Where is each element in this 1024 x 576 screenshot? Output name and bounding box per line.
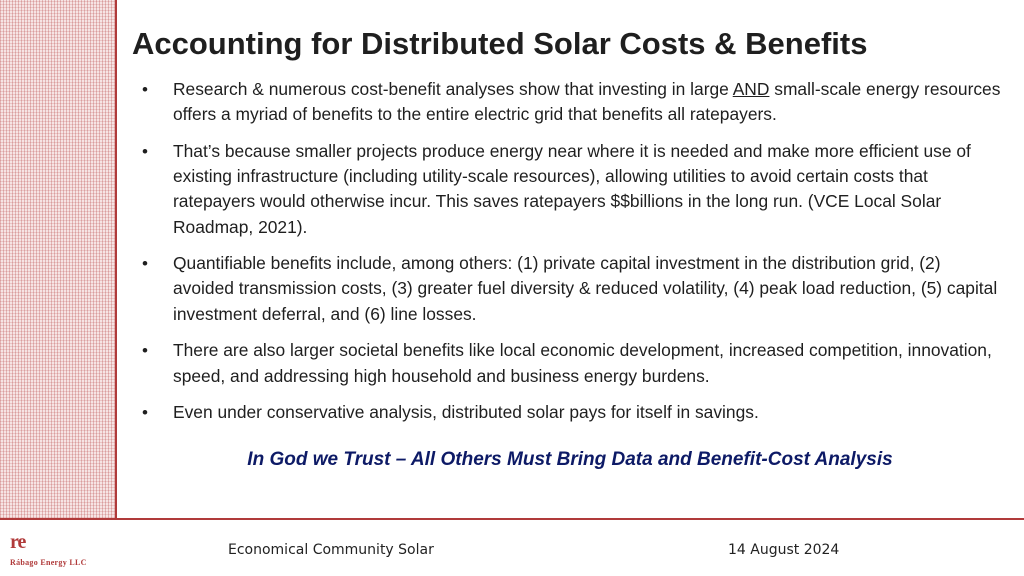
bullet-text xyxy=(173,79,1000,124)
bullet-text-start: Research & numerous cost-benefit analyses show that investing in large xyxy=(173,79,733,99)
bullet-marker: • xyxy=(142,403,148,423)
bullet-marker: • xyxy=(142,141,148,161)
bullet-item xyxy=(142,400,1004,425)
bullet-marker: • xyxy=(142,254,148,274)
bullet-list xyxy=(142,77,1004,437)
bullet-text-end: small-scale energy resources offers a myriad of benefits to the entire electric grid that benefits all ratepayers. xyxy=(173,79,1001,125)
footer-date: 14 August 2024 xyxy=(728,542,840,558)
decorative-side-pattern xyxy=(0,0,117,518)
bullet-text: There are also larger societal benefits like local economic development, increased competition, innovation, speed, and addressing high household and business energy burdens. xyxy=(173,340,992,386)
footer-divider xyxy=(0,518,1024,520)
emphasis-and: AND xyxy=(732,79,770,99)
footer-title: Economical Community Solar xyxy=(228,542,434,558)
bullet-marker: • xyxy=(142,80,148,99)
bullet-text: Even under conservative analysis, distributed solar pays for itself in savings. xyxy=(173,402,759,423)
bullet-item xyxy=(142,251,1004,327)
motto-quote: In God we Trust – All Others Must Bring Data and Benefit-Cost Analysis xyxy=(247,449,893,470)
slide-title: Accounting for Distributed Solar Costs & Benefits xyxy=(132,26,868,61)
bullet-item xyxy=(142,77,1004,127)
bullet-item xyxy=(142,139,1004,240)
bullet-text: That’s because smaller projects produce energy near where it is needed and make more efficient use of existing infrastructure (including utility-scale resources), allowing utilities to avoid certain costs that ratepayers would otherwise incur. This saves ratepayers $$billions in the long run. (VCE Local Solar Roadmap, 2021). xyxy=(173,140,971,237)
logo-mark: re xyxy=(10,531,26,553)
bullet-item xyxy=(142,338,1004,388)
bullet-text: Quantifiable benefits include, among others: (1) private capital investment in the distribution grid, (2) avoided transmission costs, (3) greater fuel diversity & reduced volatility, (4) peak load reduction, (5) capital investment deferral, and (6) line losses. xyxy=(173,253,998,324)
company-logo xyxy=(10,532,110,572)
logo-text: Rábago Energy LLC xyxy=(10,558,87,567)
bullet-marker: • xyxy=(142,341,148,361)
